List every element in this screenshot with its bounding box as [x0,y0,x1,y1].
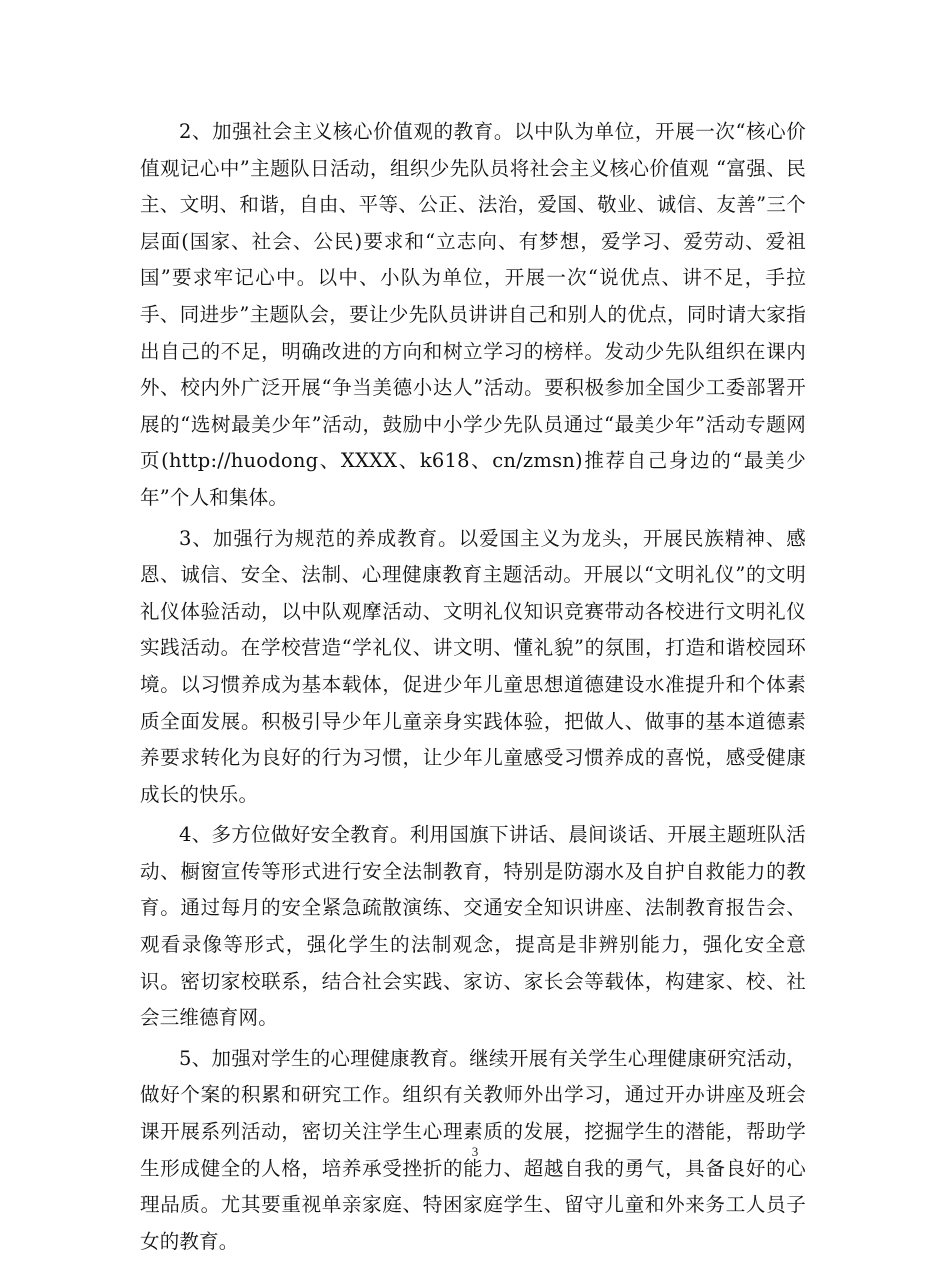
page-number: 3 [471,1144,479,1159]
document-body [140,114,806,1264]
paragraph-item-2: 2、加强社会主义核心价值观的教育。以中队为单位，开展一次“核心价值观记心中”主题队日活动，组织少先队员将社会主义核心价值观 “富强、民主、文明、和谐，自由、平等、公正、法治，爱国、敬业、诚信、友善”三个层面(国家、社会、公民)要求和“立志向、有梦想，爱学习、爱劳动、爱祖国”要求牢记心中。以中、小队为单位，开展一次“说优点、讲不足，手拉手、同进步”主题队会，要让少先队员讲讲自己和别人的优点，同时请大家指出自己的不足，明确改进的方向和树立学习的榜样。发动少先队组织在课内外、校内外广泛开展“争当美德小达人”活动。要积极参加全国少工委部署开展的“选树最美少年”活动，鼓励中小学少先队员通过“最美少年”活动专题网页(http://huodong、XXXX、k618、cn/zmsn)推荐自己身边的“最美少年”个人和集体。 [140,120,806,509]
paragraph-item-4: 4、多方位做好安全教育。利用国旗下讲话、晨间谈话、开展主题班队活动、橱窗宣传等形式进行安全法制教育，特别是防溺水及自护自救能力的教育。通过每月的安全紧急疏散演练、交通安全知识讲座、法制教育报告会、观看录像等形式，强化学生的法制观念，提高是非辨别能力，强化安全意识。密切家校联系，结合社会实践、家访、家长会等载体，构建家、校、社会三维德育网。 [140,823,806,1030]
paragraph-item-5: 5、加强对学生的心理健康教育。继续开展有关学生心理健康研究活动，做好个案的积累和研究工作。组织有关教师外出学习，通过开办讲座及班会课开展系列活动，密切关注学生心理素质的发展，挖掘学生的潜能，帮助学生形成健全的人格，培养承受挫折的能力、超越自我的勇气，具备良好的心理品质。尤其要重视单亲家庭、特困家庭学生、留守儿童和外来务工人员子女的教育。 [140,1046,806,1253]
paragraph-item-3: 3、加强行为规范的养成教育。以爱国主义为龙头，开展民族精神、感恩、诚信、安全、法制、心理健康教育主题活动。开展以“文明礼仪”的文明礼仪体验活动，以中队观摩活动、文明礼仪知识竞赛带动各校进行文明礼仪实践活动。在学校营造“学礼仪、讲文明、懂礼貌”的氛围，打造和谐校园环境。以习惯养成为基本载体，促进少年儿童思想道德建设水准提升和个体素质全面发展。积极引导少年儿童亲身实践体验，把做人、做事的基本道德素养要求转化为良好的行为习惯，让少年儿童感受习惯养成的喜悦，感受健康成长的快乐。 [140,526,806,806]
